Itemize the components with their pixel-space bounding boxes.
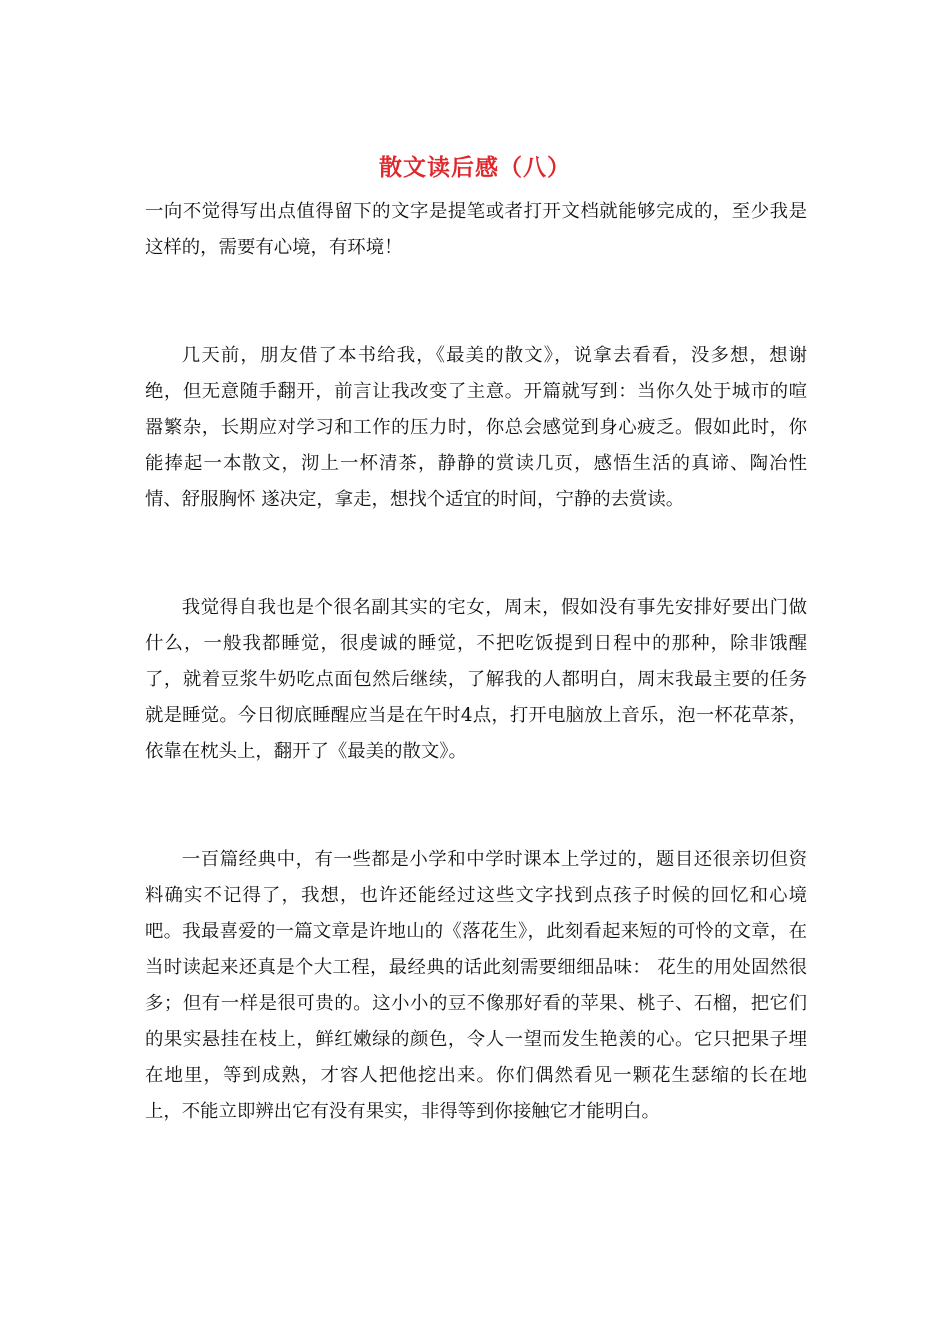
paragraph-peanut-essay: 一百篇经典中，有一些都是小学和中学时课本上学过的，题目还很亲切但资料确实不记得了，我想，也许还能经过这些文字找到点孩子时候的回忆和心境吧。我最喜爱的一篇文章是许地山的《落花生》，此刻看起来短的可怜的文章，在当时读起来还真是个大工程，最经典的话此刻需要细细品味： 花生的用处固然很多；但有一样是很可贵的。这小小的豆不像那好看的苹果、桃子、石榴，把它们的果实悬挂在枝上，鲜红嫩绿的颜色，令人一望而发生艳羡的心。它只把果子埋在地里，等到成熟，才容人把他挖出来。你们偶然看见一颗花生瑟缩的长在地上，不能立即辨出它有没有果实，非得等到你接触它才能明白。	[145, 849, 807, 1122]
document-title: 散文读后感（八）	[379, 154, 571, 181]
paragraph-weekend-sleep: 我觉得自我也是个很名副其实的宅女，周末，假如没有事先安排好要出门做什么，一般我都睡觉，很虔诚的睡觉，不把吃饭提到日程中的那种，除非饿醒了，就着豆浆牛奶吃点面包然后继续，了解我的人都明白，周末我最主要的任务就是睡觉。今日彻底睡醒应当是在午时4点，打开电脑放上音乐，泡一杯花草茶，依靠在枕头上，翻开了《最美的散文》。	[145, 597, 807, 762]
paragraph-borrowed-book: 几天前，朋友借了本书给我，《最美的散文》，说拿去看看，没多想，想谢绝，但无意随手翻开，前言让我改变了主意。开篇就写到：当你久处于城市的喧嚣繁杂，长期应对学习和工作的压力时，你总会感觉到身心疲乏。假如此时，你能捧起一本散文，沏上一杯清茶，静静的赏读几页，感悟生活的真谛、陶冶性情、舒服胸怀 遂决定，拿走，想找个适宜的时间，宁静的去赏读。	[145, 345, 807, 510]
paragraph-intro: 一向不觉得写出点值得留下的文字是提笔或者打开文档就能够完成的，至少我是这样的，需要有心境，有环境！	[145, 201, 807, 258]
